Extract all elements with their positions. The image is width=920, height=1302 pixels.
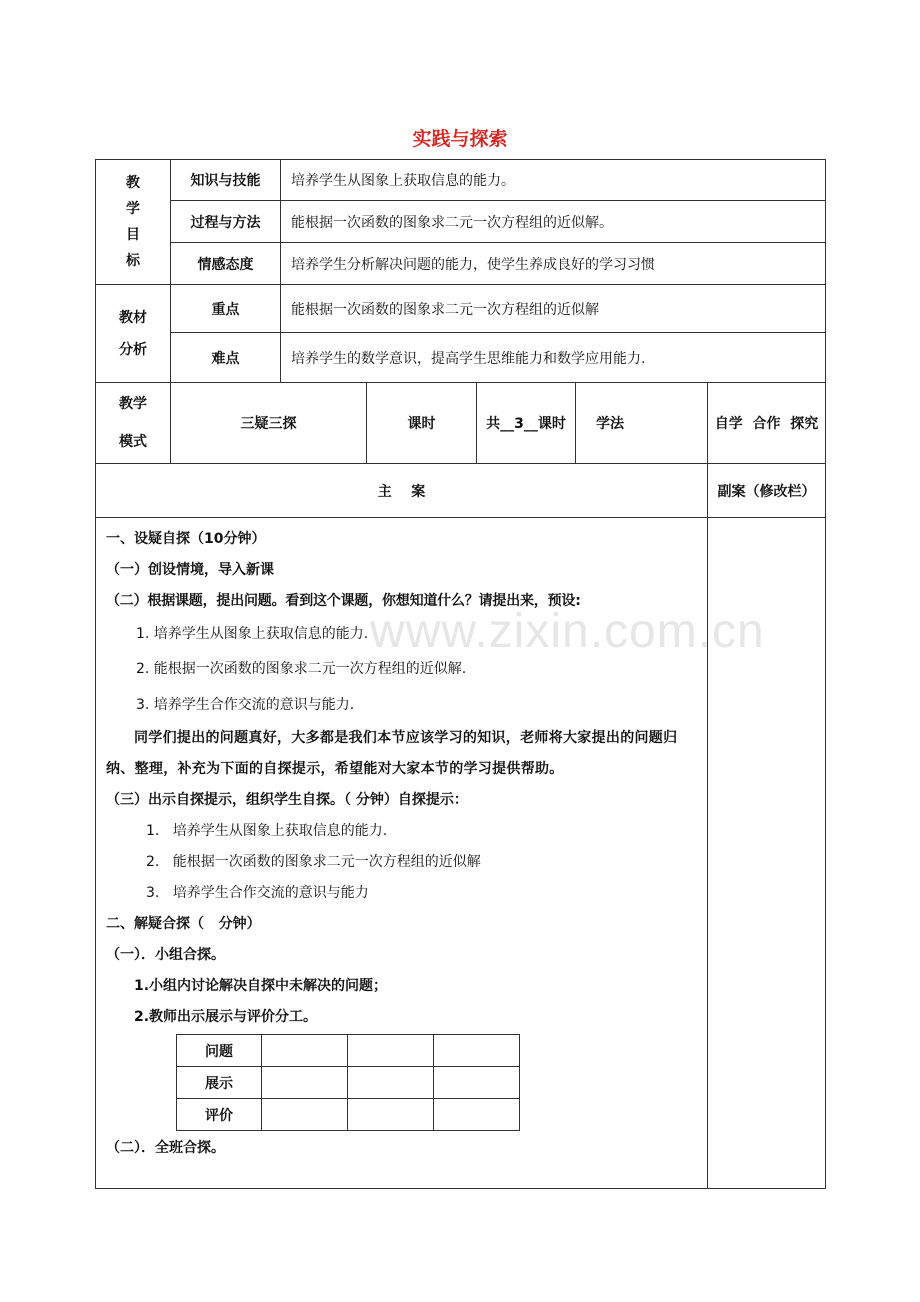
assignment-row-label: 评价 bbox=[177, 1099, 262, 1131]
table-row bbox=[177, 1099, 520, 1131]
subsection-1-1: （一）创设情境，导入新课 bbox=[106, 562, 274, 578]
assignment-cell[interactable] bbox=[262, 1035, 348, 1067]
assignment-cell[interactable] bbox=[434, 1067, 520, 1099]
section-heading-2: 二、解疑合探（ 分钟） bbox=[106, 916, 261, 932]
objective-name-knowledge: 知识与技能 bbox=[171, 160, 281, 201]
method-label: 学法 bbox=[576, 383, 708, 464]
mode-value: 三疑三探 bbox=[171, 383, 367, 464]
table-row bbox=[177, 1067, 520, 1099]
step-2: 2.教师出示展示与评价分工。 bbox=[134, 1009, 318, 1025]
objective-text-attitude: 培养学生分析解决问题的能力，使学生养成良好的学习习惯 bbox=[281, 243, 826, 285]
table-row bbox=[177, 1035, 520, 1067]
side-plan-header: 副案（修改栏） bbox=[708, 464, 826, 518]
objective-name-attitude: 情感态度 bbox=[171, 243, 281, 285]
subsection-2-2: （二）．全班合探。 bbox=[106, 1140, 225, 1156]
step-1: 1.小组内讨论解决自探中未解决的问题； bbox=[134, 978, 388, 994]
assignment-cell[interactable] bbox=[348, 1035, 434, 1067]
assignment-cell[interactable] bbox=[348, 1067, 434, 1099]
assignment-cell[interactable] bbox=[262, 1099, 348, 1131]
subsection-1-3: （三）出示自探提示，组织学生自探。（ 分钟）自探提示： bbox=[106, 792, 468, 808]
method-value: 自学 合作 探究 bbox=[708, 383, 826, 464]
main-plan-header: 主 案 bbox=[96, 464, 708, 518]
analysis-text-key: 能根据一次函数的图象求二元一次方程组的近似解 bbox=[281, 285, 826, 333]
assignment-table bbox=[176, 1034, 520, 1131]
objective-name-process: 过程与方法 bbox=[171, 201, 281, 243]
list-item: 3. 培养学生合作交流的意识与能力 bbox=[146, 885, 369, 901]
lesson-plan-table bbox=[95, 159, 826, 1189]
mode-label: 教学 模式 bbox=[96, 383, 171, 464]
objective-text-process: 能根据一次函数的图象求二元一次方程组的近似解。 bbox=[281, 201, 826, 243]
assignment-row-label: 展示 bbox=[177, 1067, 262, 1099]
assignment-cell[interactable] bbox=[434, 1099, 520, 1131]
list-item: 2. 能根据一次函数的图象求二元一次方程组的近似解. bbox=[136, 661, 467, 677]
hours-label: 课时 bbox=[367, 383, 477, 464]
analysis-text-difficulty: 培养学生的数学意识，提高学生思维能力和数学应用能力. bbox=[281, 333, 826, 383]
summary-paragraph: 同学们提出的问题真好，大多都是我们本节应该学习的知识，老师将大家提出的问题归纳、整理，补充为下面的自探提示，希望能对大家本节的学习提供帮助。 bbox=[106, 730, 678, 777]
analysis-name-difficulty: 难点 bbox=[171, 333, 281, 383]
watermark: www.zixin.com.cn bbox=[370, 605, 765, 658]
list-item: 1. 培养学生从图象上获取信息的能力. bbox=[136, 626, 369, 642]
analysis-name-key: 重点 bbox=[171, 285, 281, 333]
objective-text-knowledge: 培养学生从图象上获取信息的能力。 bbox=[281, 160, 826, 201]
list-item: 1. 培养学生从图象上获取信息的能力. bbox=[146, 823, 388, 839]
assignment-cell[interactable] bbox=[434, 1035, 520, 1067]
document-title: 实践与探索 bbox=[412, 128, 508, 150]
hours-value: 共__3__课时 bbox=[477, 383, 576, 464]
section-heading-1: 一、设疑自探（10分钟） bbox=[106, 531, 266, 547]
assignment-row-label: 问题 bbox=[177, 1035, 262, 1067]
objectives-label: 教 学 目 标 bbox=[96, 160, 171, 285]
subsection-1-2: （二）根据课题，提出问题。看到这个课题，你想知道什么？请提出来，预设: bbox=[106, 593, 581, 609]
list-item: 3. 培养学生合作交流的意识与能力. bbox=[136, 697, 355, 713]
assignment-cell[interactable] bbox=[348, 1099, 434, 1131]
assignment-cell[interactable] bbox=[262, 1067, 348, 1099]
list-item: 2. 能根据一次函数的图象求二元一次方程组的近似解 bbox=[146, 854, 481, 870]
subsection-2-1: （一）．小组合探。 bbox=[106, 947, 225, 963]
analysis-label: 教材 分析 bbox=[96, 285, 171, 383]
